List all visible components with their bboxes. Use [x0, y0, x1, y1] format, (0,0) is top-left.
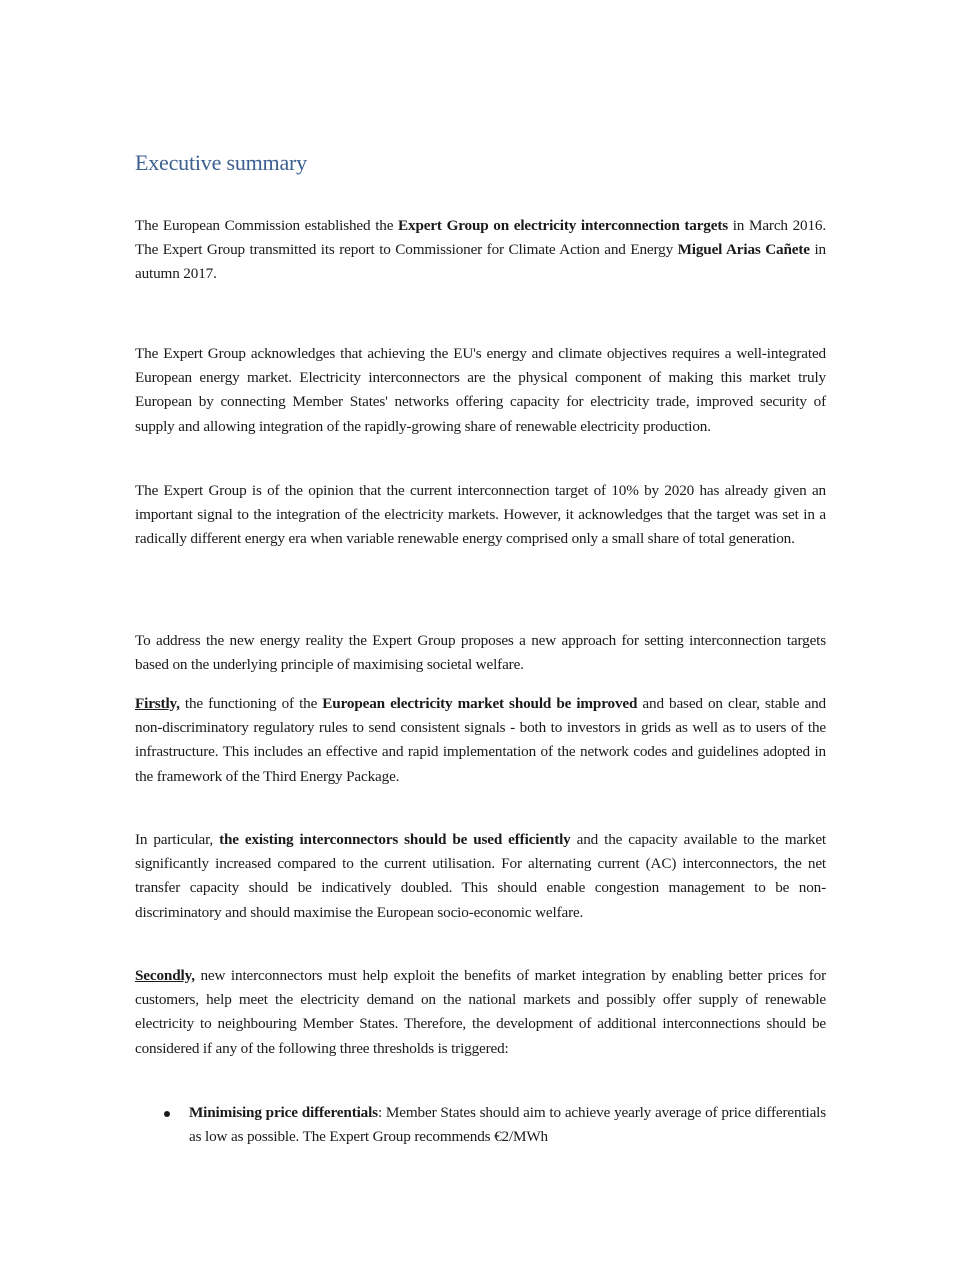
bullet-icon: [164, 1111, 170, 1117]
paragraph-in-particular: In particular, the existing interconnectors should be used efficiently and the capacity available to the market significantly increased compared to the current utilisation. For alternating current (AC) interconnectors, the net transfer capacity should be indicatively doubled. This should enable congestion management to be non-discriminatory and should maximise the European socio-economic welfare.: [135, 831, 826, 921]
bold-name: Miguel Arias Cañete: [677, 241, 810, 259]
paragraph-secondly: Secondly, new interconnectors must help exploit the benefits of market integration by enabling better prices for customers, help meet the electricity demand on the national markets and possibly offer supply of renewable electricity to neighbouring Member States. Therefore, the development of additional interconnections should be considered if any of the following three thresholds is triggered:: [135, 967, 826, 1057]
section-heading: Executive summary: [135, 150, 307, 175]
paragraph-objectives: The Expert Group acknowledges that achieving the EU's energy and climate objectives requires a well-integrated European energy market. Electricity interconnectors are the physical component of making this market truly European by connecting Member States' networks offering capacity for electricity trade, improved security of supply and allowing integration of the rapidly-growing share of renewable electricity production.: [135, 345, 826, 435]
paragraph-firstly: Firstly, the functioning of the European electricity market should be improved and based on clear, stable and non-discriminatory regulatory rules to send consistent signals - both to investors in grids as well as to users of the infrastructure. This includes an effective and rapid implementation of the network codes and guidelines adopted in the framework of the Third Energy Package.: [135, 695, 826, 785]
bold-phrase: Expert Group on electricity interconnection targets: [398, 217, 729, 234]
underlined-secondly: Secondly,: [135, 967, 195, 984]
paragraph-intro: The European Commission established the Expert Group on electricity interconnection targets in March 2016. The Expert Group transmitted its report to Commissioner for Climate Action and Energy Miguel Arias Cañete in autumn 2017.: [135, 217, 827, 283]
paragraph-new-approach: To address the new energy reality the Expert Group proposes a new approach for setting interconnection targets based on the underlying principle of maximising societal welfare.: [135, 632, 826, 674]
threshold-list: [135, 1101, 826, 1149]
list-item: Minimising price differentials: Member States should aim to achieve yearly average of price differentials as low as possible. The Expert Group recommends €2/MWh: [135, 1101, 826, 1149]
underlined-firstly: Firstly,: [135, 695, 180, 712]
paragraph-opinion: The Expert Group is of the opinion that the current interconnection target of 10% by 2020 has already given an important signal to the integration of the electricity markets. However, it acknowledges that the target was set in a radically different energy era when variable renewable energy comprised only a small share of total generation.: [135, 482, 826, 548]
